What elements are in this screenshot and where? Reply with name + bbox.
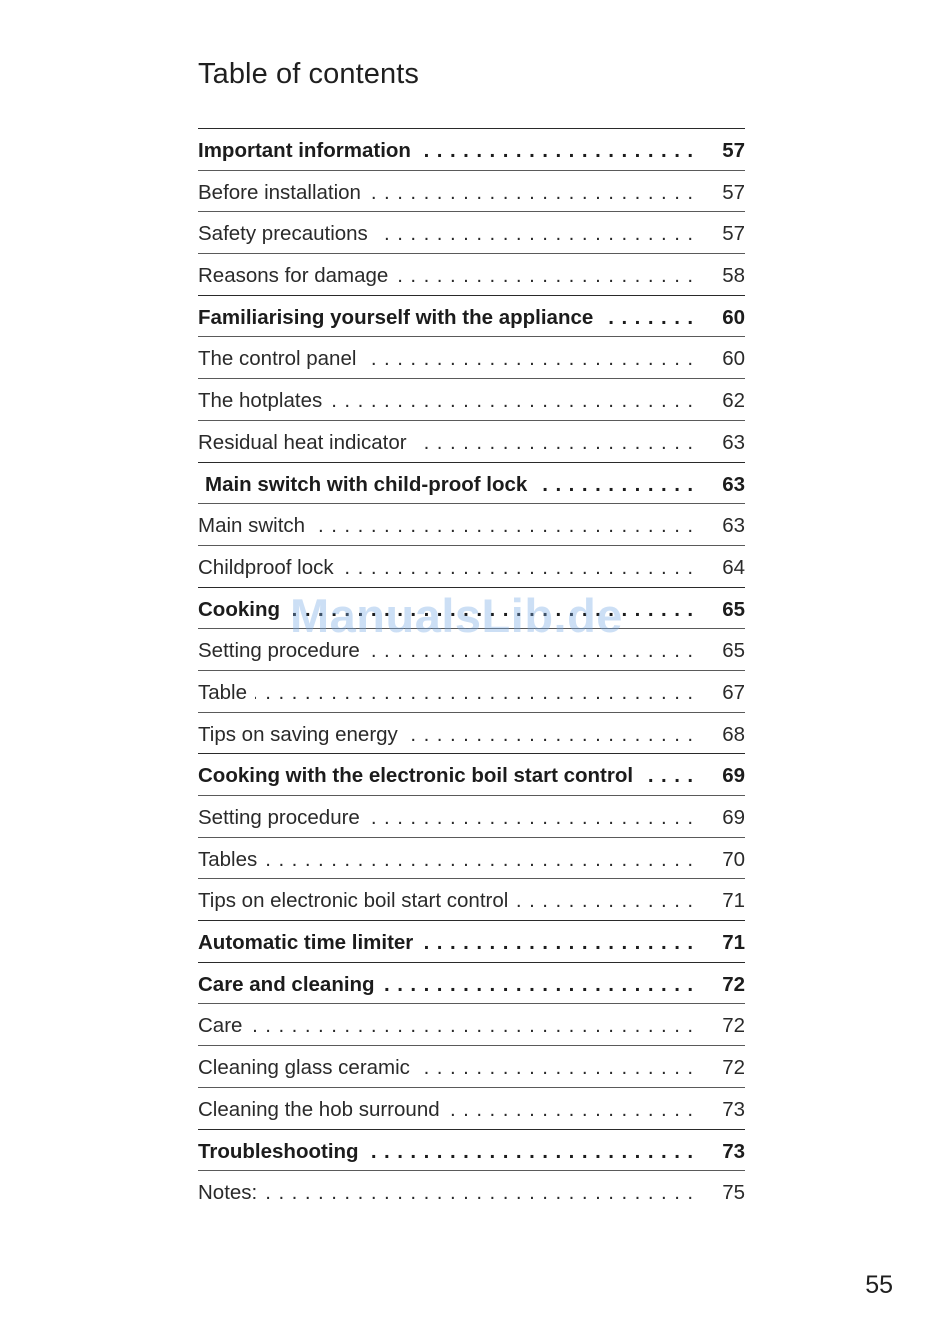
- page-title: Table of contents: [198, 58, 419, 90]
- toc-entry-page: 71: [722, 931, 745, 955]
- toc-entry-label: [198, 221, 694, 247]
- toc-entry-title: Main switch: [198, 514, 313, 537]
- table-of-contents: [198, 128, 745, 1212]
- toc-entry-row[interactable]: [198, 336, 745, 378]
- toc-section-row[interactable]: [198, 920, 745, 962]
- toc-entry-title: Care and cleaning: [198, 973, 383, 996]
- toc-entry-page: 64: [722, 555, 745, 579]
- toc-entry-page: 65: [722, 597, 745, 621]
- toc-entry-label: [198, 1013, 694, 1039]
- toc-entry-page: 71: [722, 889, 745, 913]
- toc-entry-title: Cooking: [198, 598, 288, 621]
- toc-entry-title: Cooking with the electronic boil start control: [198, 764, 641, 787]
- toc-entry-label: [198, 388, 694, 414]
- toc-section-row[interactable]: [198, 962, 745, 1004]
- toc-section-row[interactable]: [198, 1129, 745, 1171]
- toc-entry-label: [198, 888, 694, 914]
- toc-entry-page: 65: [722, 639, 745, 663]
- toc-entry-row[interactable]: [198, 1045, 745, 1087]
- toc-entry-row[interactable]: [198, 253, 745, 295]
- toc-entry-title: Automatic time limiter: [198, 931, 421, 954]
- toc-entry-page: 75: [722, 1181, 745, 1205]
- toc-entry-label: [198, 847, 694, 873]
- toc-entry-label: [198, 930, 694, 956]
- toc-entry-page: 63: [722, 514, 745, 538]
- toc-entry-row[interactable]: [198, 378, 745, 420]
- toc-entry-page: 63: [722, 430, 745, 454]
- toc-entry-row[interactable]: [198, 420, 745, 462]
- toc-entry-page: 57: [722, 222, 745, 246]
- toc-entry-label: [198, 763, 694, 789]
- toc-entry-label: [198, 1097, 694, 1123]
- toc-entry-title: Main switch with child-proof lock: [198, 473, 535, 496]
- toc-entry-title: Important information: [198, 139, 419, 162]
- toc-entry-title: Troubleshooting: [198, 1140, 367, 1163]
- toc-section-row[interactable]: [198, 462, 745, 504]
- toc-entry-page: 72: [722, 1056, 745, 1080]
- toc-entry-label: [198, 1055, 694, 1081]
- toc-entry-page: 57: [722, 139, 745, 162]
- toc-entry-title: Reasons for damage: [198, 264, 396, 287]
- toc-entry-page: 68: [722, 722, 745, 746]
- toc-entry-row[interactable]: [198, 170, 745, 212]
- toc-entry-title: The control panel: [198, 347, 364, 370]
- toc-entry-row[interactable]: [198, 1087, 745, 1129]
- toc-entry-page: 57: [722, 180, 745, 204]
- toc-entry-row[interactable]: [198, 670, 745, 712]
- toc-entry-row[interactable]: [198, 837, 745, 879]
- toc-entry-row[interactable]: [198, 712, 745, 754]
- toc-section-row[interactable]: [198, 295, 745, 337]
- toc-entry-label: [198, 555, 694, 581]
- toc-entry-title: Table: [198, 681, 255, 704]
- toc-entry-page: 63: [722, 472, 745, 496]
- toc-entry-title: Notes:: [198, 1181, 265, 1204]
- toc-entry-page: 60: [722, 305, 745, 329]
- toc-entry-page: 67: [722, 680, 745, 704]
- toc-entry-page: 70: [722, 847, 745, 871]
- toc-entry-page: 72: [722, 972, 745, 996]
- toc-entry-row[interactable]: [198, 503, 745, 545]
- toc-entry-label: [198, 1139, 694, 1165]
- page-number: 55: [865, 1271, 893, 1299]
- watermark: ManualsLib.de: [290, 589, 623, 642]
- toc-entry-title: Residual heat indicator: [198, 431, 415, 454]
- toc-entry-label: [198, 1180, 694, 1206]
- toc-entry-label: [198, 513, 694, 539]
- toc-section-row[interactable]: [198, 128, 745, 170]
- toc-entry-title: Childproof lock: [198, 556, 342, 579]
- toc-entry-label: [198, 430, 694, 456]
- toc-entry-title: Tables: [198, 848, 265, 871]
- toc-entry-label: [198, 472, 694, 498]
- toc-entry-title: Cleaning the hob surround: [198, 1098, 448, 1121]
- toc-entry-page: 73: [722, 1139, 745, 1163]
- toc-entry-title: Before installation: [198, 181, 369, 204]
- toc-entry-label: [198, 263, 694, 289]
- toc-entry-title: Setting procedure: [198, 806, 368, 829]
- toc-entry-label: [198, 680, 694, 706]
- toc-entry-page: 72: [722, 1014, 745, 1038]
- toc-entry-page: 69: [722, 764, 745, 788]
- toc-entry-page: 58: [722, 264, 745, 288]
- toc-entry-title: Tips on electronic boil start control: [198, 889, 516, 912]
- toc-entry-row[interactable]: [198, 878, 745, 920]
- toc-entry-page: 69: [722, 806, 745, 829]
- toc-entry-page: 73: [722, 1097, 745, 1121]
- toc-entry-title: Safety precautions: [198, 222, 376, 245]
- toc-entry-title: Tips on saving energy: [198, 723, 406, 746]
- toc-section-row[interactable]: [198, 753, 745, 795]
- toc-entry-page: 60: [722, 347, 745, 371]
- toc-entry-row[interactable]: [198, 211, 745, 253]
- toc-entry-title: The hotplates: [198, 389, 330, 412]
- toc-entry-row[interactable]: [198, 1003, 745, 1045]
- toc-entry-title: Familiarising yourself with the appliance: [198, 306, 601, 329]
- toc-entry-label: [198, 722, 694, 748]
- toc-entry-title: Setting procedure: [198, 639, 368, 662]
- toc-entry-title: Care: [198, 1014, 250, 1037]
- toc-entry-label: [198, 346, 694, 372]
- toc-entry-label: [198, 805, 694, 831]
- toc-entry-row[interactable]: [198, 545, 745, 587]
- toc-entry-label: [198, 138, 694, 164]
- toc-entry-label: [198, 305, 694, 331]
- toc-entry-label: [198, 180, 694, 206]
- toc-entry-row[interactable]: [198, 1170, 745, 1212]
- toc-entry-title: Cleaning glass ceramic: [198, 1056, 418, 1079]
- toc-entry-label: [198, 972, 694, 998]
- toc-entry-page: 62: [722, 389, 745, 413]
- toc-entry-row[interactable]: [198, 795, 745, 837]
